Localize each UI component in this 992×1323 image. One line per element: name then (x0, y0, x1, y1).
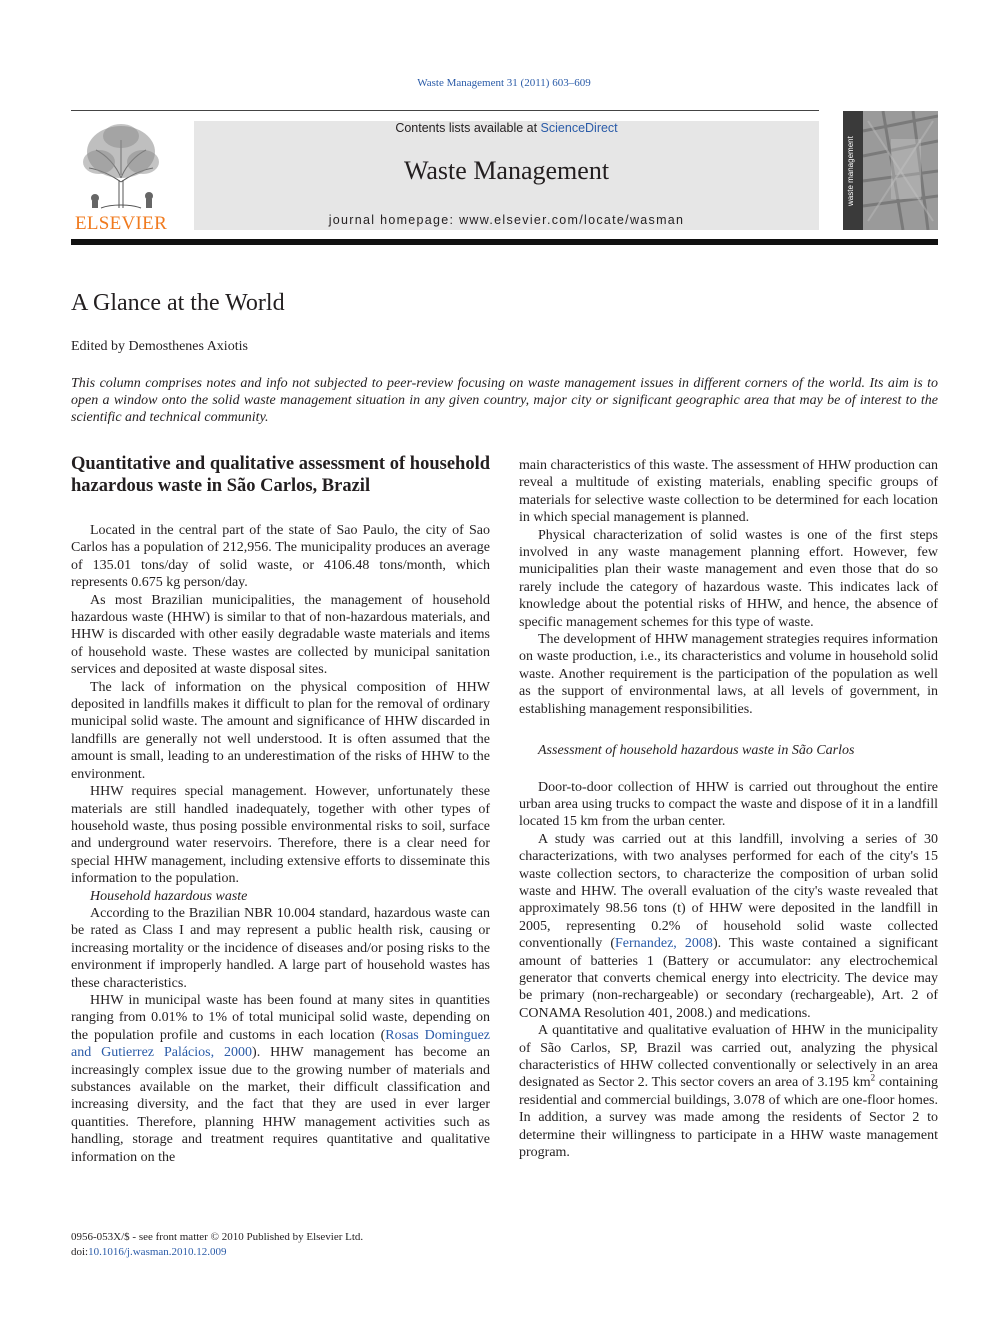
right-column (519, 457, 938, 1161)
subheading-household-hazardous-waste: Household hazardous waste (90, 888, 248, 904)
body-paragraph-sector (519, 1022, 938, 1161)
text-run: ). This waste contained a significant amount of batteries 1 (Battery or accumulator: any electrochemical generator that converts chemical energy into electricity. The device may be primary (non-rechargeable) or secondary (rechargeable), Art. 2 of CONAMA Resolution 401, 2008.) and medications. (519, 936, 938, 1021)
body-paragraph-study (519, 831, 938, 1022)
text-run: A study was carried out at this landfill, involving a series of 30 characterizations, with two analyses performed for each of the city's 15 waste collection sectors, to characterize the composition of urban solid waste and HHW. The overall evaluation of the city's waste revealed that approximately 98.56 tons (t) of HHW were deposited in the landfill in 2005, representing 0.2% of household solid waste collected conventionally ( (519, 831, 938, 952)
body-paragraph: The lack of information on the physical composition of HHW deposited in landfills makes it difficult to plan for the removal of ordinary municipal solid waste. The amount and significance of HHW discarded in landfills are generally not well understood. It is often assumed that the amount is small, leading to an underestimation of the risks of HHW to the environment. (71, 679, 490, 782)
body-paragraph: HHW requires special management. However, unfortunately these materials are still handled inadequately, together with other types of household waste, thus posing possible environmental risks to soil, surface and underground water reservoirs. Therefore, there is a clear need for special HHW management, including extensive efforts to disseminate this information to the population. (71, 784, 490, 887)
text-run: containing residential and commercial buildings, 3.078 of which are one-floor homes. In addition, a survey was made among the residents of Sector 2 to determine their willingness to participate in a HHW waste management program. (519, 1075, 938, 1161)
body-paragraph: Door-to-door collection of HHW is carried out throughout the entire urban area using trucks to compact the waste and dispose of it in a landfill located 15 km from the urban center. (519, 779, 938, 830)
superscript: 2 (870, 1072, 876, 1083)
doi-link[interactable]: 10.1016/j.wasman.2010.12.009 (88, 1245, 227, 1258)
running-head-citation[interactable]: Waste Management 31 (2011) 603–609 (417, 77, 591, 89)
elsevier-wordmark: ELSEVIER (74, 213, 168, 234)
body-paragraph: Located in the central part of the state of Sao Paulo, the city of Sao Carlos has a population of 212,956. The municipality produces an average of 135.01 tons/day of solid waste, or 4106.48 tons/month, which represents 0.675 kg person/day. (71, 523, 490, 591)
sciencedirect-link[interactable]: ScienceDirect (540, 121, 618, 135)
homepage-url[interactable]: www.elsevier.com/locate/wasman (459, 213, 685, 227)
cover-title: waste management (846, 136, 855, 206)
journal-title: Waste Management (403, 156, 610, 185)
editor-line: Edited by Demosthenes Axiotis (71, 339, 248, 354)
homepage-line (194, 213, 819, 227)
text-run: HHW in municipal waste has been found at many sites in quantities ranging from 0.01% to 1% of total municipal solid waste, depending on the population profile and customs in each location ( (71, 992, 490, 1043)
article-title: Quantitative and qualitative assessment of household hazardous waste in São Carlos, Brazil (71, 454, 490, 496)
body-paragraph-hhw-municipal (71, 992, 490, 1166)
copyright-line: 0956-053X/$ - see front matter © 2010 Published by Elsevier Ltd. (71, 1231, 364, 1243)
journal-cover-thumbnail (843, 111, 938, 230)
homepage-prefix: journal homepage: (328, 213, 460, 227)
body-paragraph: As most Brazilian municipalities, the management of household hazardous waste (HHW) is similar to that of non-hazardous materials, and HHW is discarded with other easily degradable waste materials and items of household waste. These wastes are collected by municipal sanitation services and deposited at waste disposal sites. (71, 592, 490, 678)
body-paragraph: According to the Brazilian NBR 10.004 standard, hazardous waste can be rated as Class I and may represent a public health risk, causing or increasing mortality or the incidence of diseases and/or posing risks to the environment if improperly handled. A large part of household wastes has these characteristics. (71, 905, 490, 991)
text-run: A quantitative and qualitative evaluation of HHW in the municipality of São Carlos, SP, Brazil was carried out, analyzing the physical characteristics of HHW collected conventionally or selectively in an area designated as Sector 2. This sector covers an area of 3.195 km (519, 1023, 938, 1091)
column-intro: This column comprises notes and info not subjected to peer-review focusing on waste management issues in different corners of the world. Its aim is to open a window onto the solid waste management situation in any given country, major city or significant geographic area that may be of interest to the scientific and technical community. (71, 376, 938, 426)
header-thick-rule (71, 239, 938, 245)
citation-link-fernandez[interactable]: Fernandez, 2008 (615, 936, 713, 952)
contents-line (194, 121, 819, 135)
body-paragraph: The development of HHW management strategies requires information on waste production, i.e., its characteristics and volume in household solid waste. Another requirement is the participation of the population as well as the support of environmental laws, at all levels of government, in establishing management responsibilities. (519, 632, 938, 717)
citation-link-rosas[interactable]: Rosas Dominguez and Gutierrez Palácios, 2000 (71, 1027, 490, 1061)
body-paragraph: Physical characterization of solid wastes is one of the first steps involved in any waste management planning effort. However, few municipalities plan their waste management and even those that do so rarely include the category of hazardous waste. This indicates lack of knowledge about the potential risks of HHW, and hence, the absence of specific management schemes for this type of waste. (519, 527, 938, 630)
footer (71, 1230, 363, 1259)
section-title: A Glance at the World (71, 290, 285, 316)
text-run: ). HHW management has become an increasingly complex issue due to the growing number of materials and substances available on the market, their difficult classification and increasing diversity, and the fact that they are used in ever larger quantities. Therefore, planning HHW management activities such as handling, storage and treatment requires quantitative and qualitative information on the (71, 1045, 490, 1165)
contents-prefix: Contents lists available at (395, 121, 541, 135)
body-paragraph-continuation: main characteristics of this waste. The assessment of HHW production can reveal a multitude of existing materials, enabling specific groups of materials for selective waste collection to be determined for each location in which special management is planned. (519, 458, 938, 526)
doi-prefix: doi: (71, 1245, 89, 1258)
subheading-assessment-sao-carlos: Assessment of household hazardous waste in São Carlos (538, 743, 855, 759)
doi-line (71, 1245, 363, 1260)
left-column (71, 453, 490, 1166)
top-rule (71, 110, 819, 111)
